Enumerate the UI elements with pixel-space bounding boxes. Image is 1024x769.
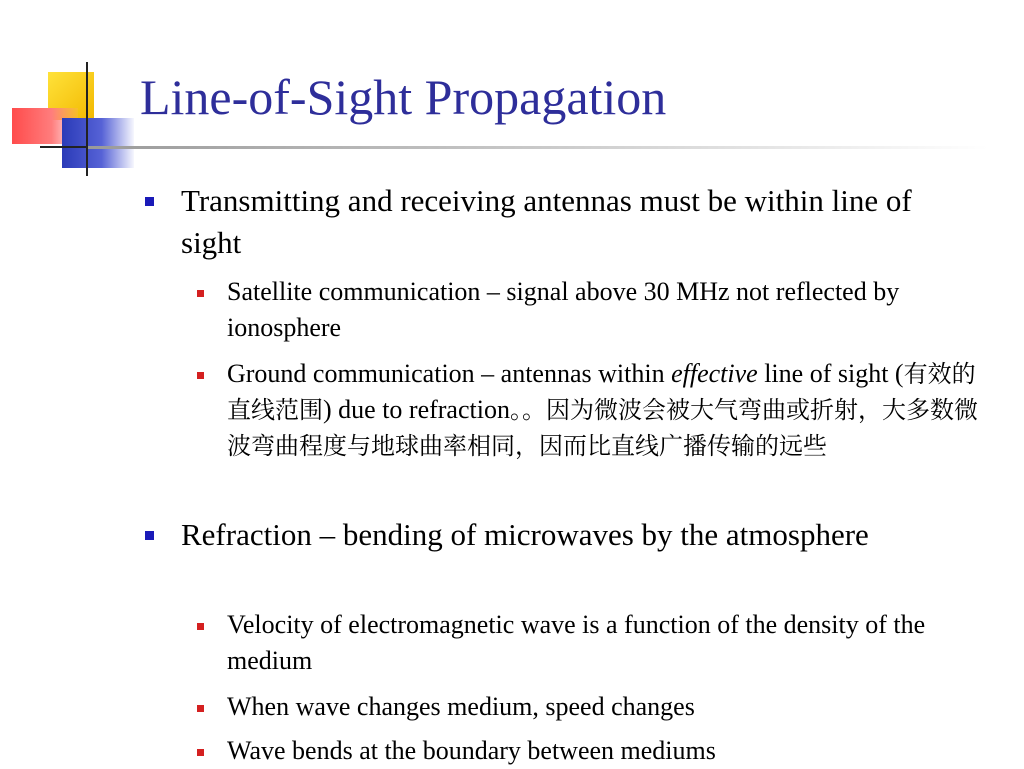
vertical-line-shape: [86, 62, 88, 176]
bullet-item: Transmitting and receiving antennas must be within line of sight: [181, 183, 912, 260]
slide-logo-decoration: [0, 0, 150, 190]
emphasis-text: effective: [671, 359, 758, 388]
sub-bullet-marker-icon: [197, 705, 204, 712]
sub-bullet-item: Satellite communication – signal above 30 MHz not reflected by ionosphere: [227, 277, 900, 342]
sub-bullet-marker-icon: [197, 749, 204, 756]
sub-bullet-item: When wave changes medium, speed changes: [227, 692, 695, 721]
chinese-annotation: 有效的直线范围: [227, 360, 976, 424]
sub-bullet-item: Wave bends at the boundary between mediums: [227, 736, 716, 765]
bullet-item: Refraction – bending of microwaves by the atmosphere: [181, 517, 869, 552]
sub-bullet-marker-icon: [197, 290, 204, 297]
sub-bullet-item: Velocity of electromagnetic wave is a function of the density of the medium: [227, 610, 926, 675]
sub-bullet-marker-icon: [197, 372, 204, 379]
sub-bullet-item: [227, 356, 992, 464]
title-underline: [88, 146, 988, 149]
sub-bullet-text: line of sight (: [757, 359, 904, 388]
sub-bullet-marker-icon: [197, 623, 204, 630]
slide-title: Line-of-Sight Propagation: [140, 69, 667, 125]
sub-bullet-text: Ground communication – antennas within: [227, 359, 672, 388]
blue-square-shape: [62, 118, 134, 168]
bullet-marker-icon: [145, 197, 154, 206]
chinese-annotation: 。。因为微波会被大气弯曲或折射，大多数微波弯曲程度与地球曲率相同，因而比直线广播传输的远些: [227, 396, 978, 460]
bullet-marker-icon: [145, 531, 154, 540]
sub-bullet-text: ) due to refraction: [323, 395, 510, 424]
